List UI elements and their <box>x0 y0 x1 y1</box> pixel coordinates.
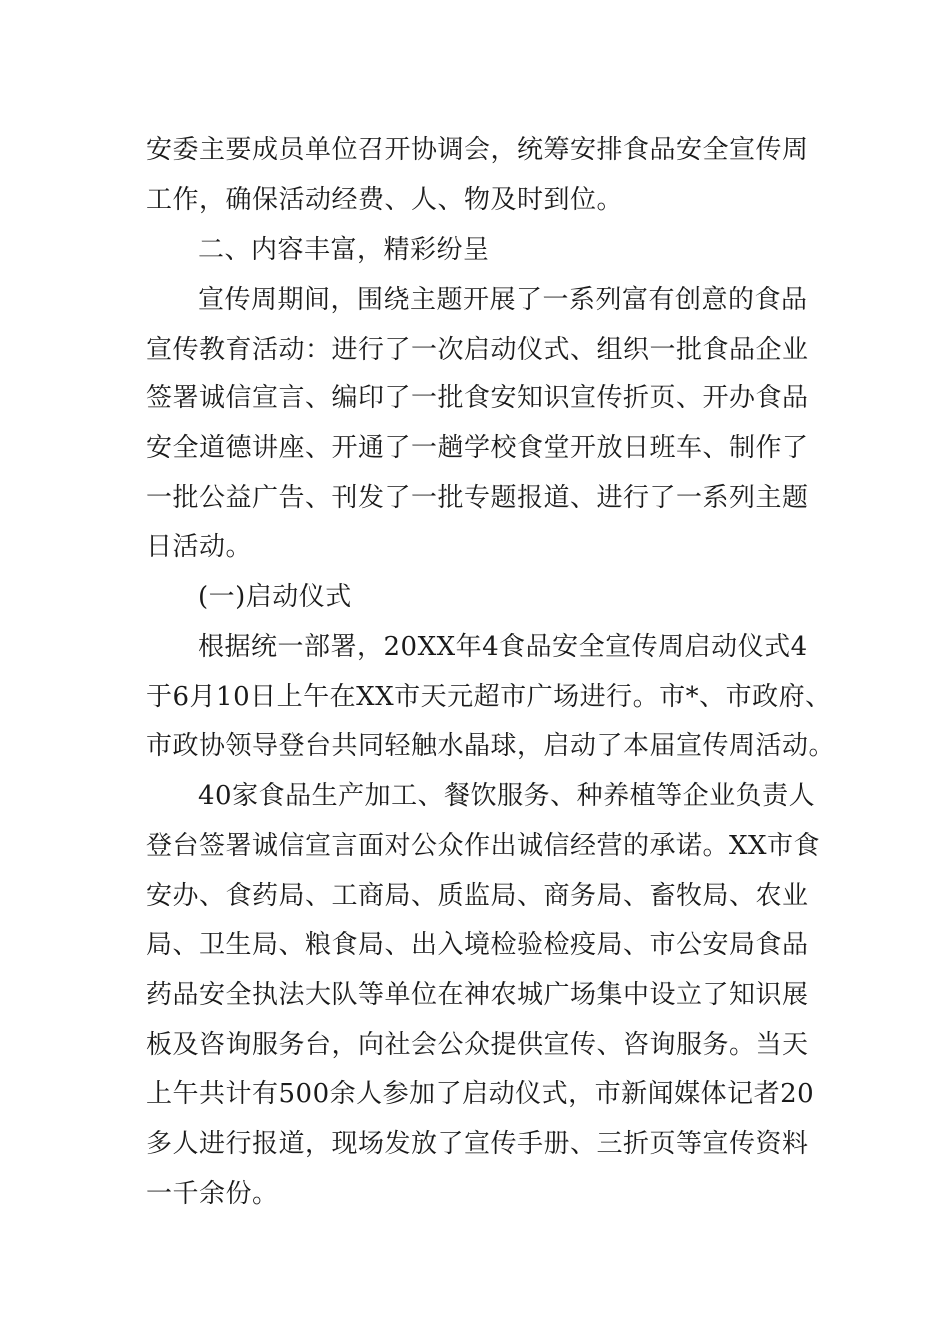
text-line: 局、卫生局、粮食局、出入境检验检疫局、市公安局食品 <box>146 930 809 960</box>
text-line: 日活动。 <box>146 532 253 562</box>
text-line: 工作，确保活动经费、人、物及时到位。 <box>146 185 624 215</box>
text-line: 40家食品生产加工、餐饮服务、种养植等企业负责人 <box>198 781 816 811</box>
text-line: 签署诚信宣言、编印了一批食安知识宣传折页、开办食品 <box>146 383 809 413</box>
text-line: 宣传教育活动：进行了一次启动仪式、组织一批食品企业 <box>146 335 809 365</box>
text-line: 上午共计有500余人参加了启动仪式，市新闻媒体记者20 <box>146 1079 815 1109</box>
text-line: 登台签署诚信宣言面对公众作出诚信经营的承诺。XX市食 <box>146 831 821 861</box>
text-line: 安办、食药局、工商局、质监局、商务局、畜牧局、农业 <box>146 881 809 911</box>
section-heading: 二、内容丰富，精彩纷呈 <box>198 235 490 265</box>
text-line: 市政协领导登台共同轻触水晶球，启动了本届宣传周活动。 <box>146 731 836 761</box>
text-line: 一批公益广告、刊发了一批专题报道、进行了一系列主题 <box>146 483 809 513</box>
text-line: 安全道德讲座、开通了一趟学校食堂开放日班车、制作了 <box>146 433 809 463</box>
subsection-heading: (一)启动仪式 <box>198 582 352 612</box>
text-line: 多人进行报道，现场发放了宣传手册、三折页等宣传资料 <box>146 1129 809 1159</box>
text-line: 根据统一部署，20XX年4食品安全宣传周启动仪式4 <box>198 632 808 662</box>
text-line: 一千余份。 <box>146 1179 279 1209</box>
text-line: 药品安全执法大队等单位在神农城广场集中设立了知识展 <box>146 980 809 1010</box>
text-line: 宣传周期间，围绕主题开展了一系列富有创意的食品 <box>198 285 808 315</box>
text-line: 于6月10日上午在XX市天元超市广场进行。市*、市政府、 <box>146 682 832 712</box>
text-line: 安委主要成员单位召开协调会，统筹安排食品安全宣传周 <box>146 135 809 165</box>
text-line: 板及咨询服务台，向社会公众提供宣传、咨询服务。当天 <box>146 1030 809 1060</box>
